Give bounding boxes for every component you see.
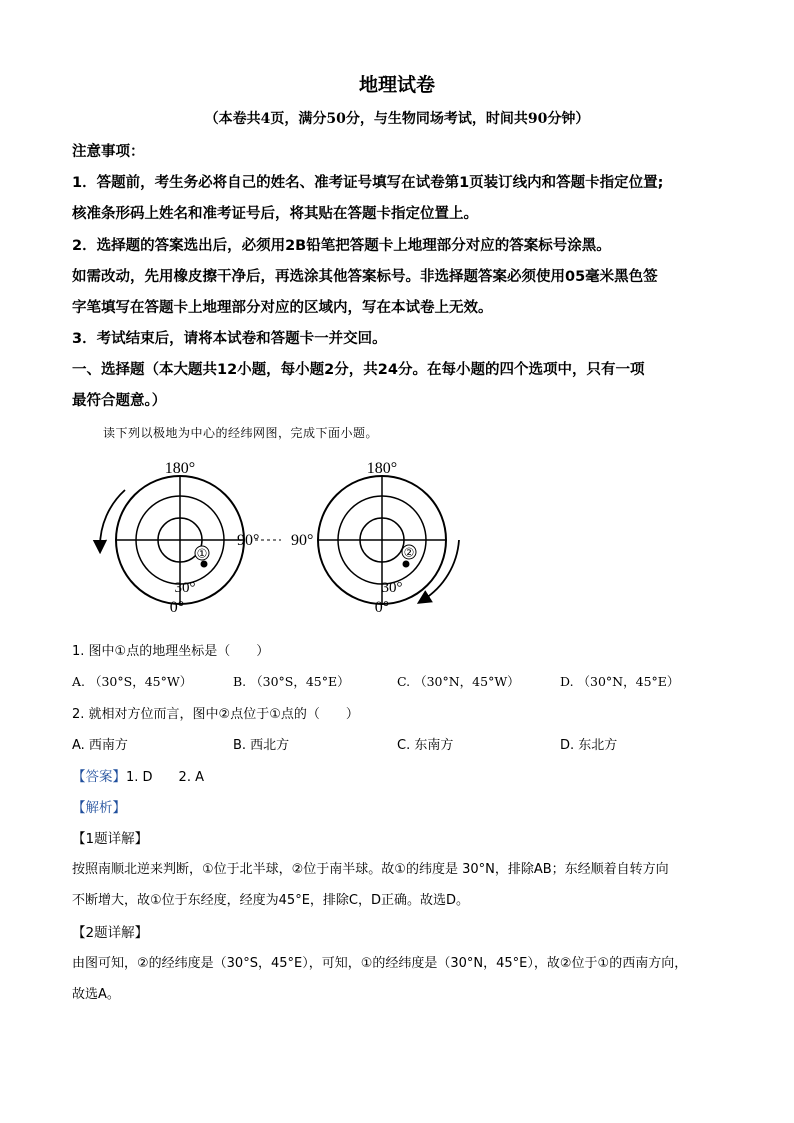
note-line-2: 核准条形码上姓名和准考证号后，将其贴在答题卡指定位置上。	[72, 206, 478, 222]
right-polar-diagram	[291, 460, 459, 616]
q2-option-d: D. 东北方	[560, 738, 618, 753]
point-2-label: ②	[403, 545, 415, 560]
page-subtitle: （本卷共4页，满分50分，与生物同场考试，时间共90分钟）	[204, 111, 590, 127]
section-heading: 一、选择题（本大题共12小题，每小题2分，共24分。在每小题的四个选项中，只有一项	[72, 362, 645, 378]
polar-graticule-figure	[85, 455, 485, 625]
note-line-6: 3．考试结束后，请将本试卷和答题卡一并交回。	[72, 331, 387, 347]
q1-option-a: A. （30°S，45°W）	[72, 674, 193, 689]
right-label-0: 0°	[374, 599, 390, 616]
left-label-180: 180°	[164, 460, 196, 477]
detail2-label: 【2题详解】	[72, 925, 149, 941]
right-label-30: 30°	[381, 580, 403, 596]
note-line-5: 字笔填写在答题卡上地理部分对应的区域内，写在本试卷上无效。	[72, 300, 493, 316]
answer-label: 【答案】	[72, 769, 126, 785]
left-polar-diagram	[100, 460, 259, 616]
analysis-label: 【解析】	[72, 800, 126, 816]
detail1-line-2: 不断增大，故①位于东经度，经度为45°E，排除C，D正确。故选D。	[72, 893, 470, 908]
left-label-0: 0°	[169, 599, 185, 616]
detail1-label: 【1题详解】	[72, 831, 149, 847]
point-1-dot	[201, 561, 208, 568]
rotation-arrow-cw	[423, 540, 459, 600]
q1-option-d: D. （30°N，45°E）	[560, 674, 680, 689]
q1-option-c: C. （30°N，45°W）	[397, 674, 520, 689]
detail2-line-1: 由图可知，②的经纬度是（30°S，45°E），可知，①的经纬度是（30°N，45°E），故②位于①的西南方向，	[72, 956, 688, 971]
answer-row	[72, 765, 204, 785]
q2-option-a: A. 西南方	[72, 738, 128, 753]
q1-stem: 1. 图中①点的地理坐标是（ ）	[72, 644, 270, 659]
rotation-arrow-ccw	[100, 490, 125, 547]
detail2-line-2: 故选A。	[72, 987, 120, 1002]
q2-option-b: B. 西北方	[233, 738, 290, 753]
detail1-line-1: 按照南顺北逆来判断，①位于北半球，②位于南半球。故①的纬度是 30°N，排除AB；东经顺着自转方向	[72, 862, 669, 877]
figure-intro: 读下列以极地为中心的经纬网图，完成下面小题。	[103, 426, 379, 440]
page-title: 地理试卷	[358, 74, 435, 96]
note-line-3: 2．选择题的答案选出后，必须用2B铅笔把答题卡上地理部分对应的答案标号涂黑。	[72, 238, 611, 254]
note-line-4: 如需改动，先用橡皮擦干净后，再选涂其他答案标号。非选择题答案必须使用05毫米黑色签	[72, 269, 658, 285]
point-2-dot	[403, 561, 410, 568]
right-label-180: 180°	[366, 460, 398, 477]
point-1-label: ①	[196, 546, 208, 561]
q2-option-c: C. 东南方	[397, 738, 454, 753]
answer-text: 1. D 2. A	[126, 770, 204, 785]
left-label-90: 90°	[237, 532, 260, 549]
notes-heading: 注意事项：	[72, 144, 145, 160]
q2-stem: 2. 就相对方位而言，图中②点位于①点的（ ）	[72, 707, 359, 722]
note-line-1: 1．答题前，考生务必将自己的姓名、准考证号填写在试卷第1页装订线内和答题卡指定位置;	[72, 175, 664, 191]
left-label-30: 30°	[174, 580, 196, 596]
right-label-90: 90°	[291, 532, 314, 549]
section-heading-cont: 最符合题意。）	[72, 393, 167, 409]
q1-option-b: B. （30°S，45°E）	[233, 674, 350, 689]
